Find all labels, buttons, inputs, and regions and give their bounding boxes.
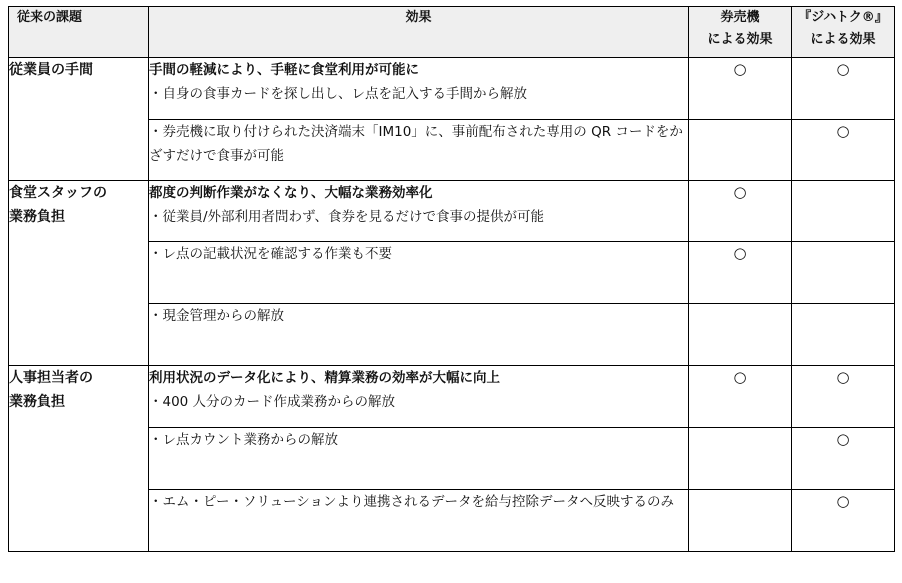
effect-cell [149,304,689,366]
comparison-table [8,6,895,552]
jihatoku-mark-cell [792,181,895,242]
issue-cell [9,181,149,366]
effect-lead: 都度の判断作業がなくなり、大幅な業務効率化 [149,185,433,201]
header-jihatoku [792,7,895,58]
effect-cell [149,58,689,120]
issue-cell [9,366,149,552]
effect-cell [149,490,689,552]
effect-detail: ・レ点カウント業務からの解放 [149,432,338,448]
jihatoku-mark-cell [792,58,895,120]
effect-lead: 利用状況のデータ化により、精算業務の効率が大幅に向上 [149,370,500,386]
kiosk-mark-cell [689,304,792,366]
table-row [9,366,895,428]
issue-cell [9,58,149,181]
jihatoku-mark-cell [792,304,895,366]
table-row [9,181,895,242]
jihatoku-mark: ○ [836,492,850,510]
kiosk-mark-cell [689,366,792,428]
header-jihatoku-line1: 『ジハトク®』 [798,10,888,25]
effect-detail: ・自身の食事カードを探し出し、レ点を記入する手間から解放 [149,86,527,102]
kiosk-mark-cell [689,120,792,181]
kiosk-mark: ○ [733,60,747,78]
effect-cell [149,366,689,428]
jihatoku-mark: ○ [836,122,850,140]
effect-detail: ・従業員/外部利用者問わず、食券を見るだけで食事の提供が可能 [149,209,544,225]
jihatoku-mark-cell [792,366,895,428]
header-kiosk-line2: による効果 [707,32,773,47]
kiosk-mark-cell [689,58,792,120]
kiosk-mark: ○ [733,368,747,386]
jihatoku-mark: ○ [836,368,850,386]
issue-label-line1: 人事担当者の [9,370,93,386]
jihatoku-mark-cell [792,120,895,181]
kiosk-mark-cell [689,242,792,304]
comparison-table-container [8,6,895,552]
kiosk-mark-cell [689,181,792,242]
issue-label-line2: 業務負担 [9,394,65,410]
effect-detail: ・エム・ピー・ソリューションより連携されるデータを給与控除データへ反映するのみ [149,494,675,510]
effect-cell [149,120,689,181]
header-kiosk [689,7,792,58]
header-effect: 効果 [149,7,689,58]
effect-detail: ・400 人分のカード作成業務からの解放 [149,394,396,410]
table-row [9,58,895,120]
header-issue: 従来の課題 [9,7,149,58]
kiosk-mark-cell [689,490,792,552]
effect-cell [149,242,689,304]
header-kiosk-line1: 券売機 [720,10,760,25]
jihatoku-mark: ○ [836,430,850,448]
kiosk-mark: ○ [733,244,747,262]
jihatoku-mark-cell [792,242,895,304]
kiosk-mark-cell [689,428,792,490]
issue-label-line1: 食堂スタッフの [9,185,107,201]
issue-label-line2: 業務負担 [9,209,65,225]
jihatoku-mark: ○ [836,60,850,78]
effect-cell [149,181,689,242]
effect-detail: ・現金管理からの解放 [149,308,284,324]
effect-lead: 手間の軽減により、手軽に食堂利用が可能に [149,62,419,78]
effect-detail: ・レ点の記載状況を確認する作業も不要 [149,246,392,262]
kiosk-mark: ○ [733,183,747,201]
effect-cell [149,428,689,490]
jihatoku-mark-cell [792,428,895,490]
jihatoku-mark-cell [792,490,895,552]
header-jihatoku-line2: による効果 [810,32,876,47]
issue-label: 従業員の手間 [9,62,93,78]
header-row [9,7,895,58]
effect-detail: ・券売機に取り付けられた決済端末「IM10」に、事前配布された専用の QR コードをかざすだけで食事が可能 [149,124,683,164]
